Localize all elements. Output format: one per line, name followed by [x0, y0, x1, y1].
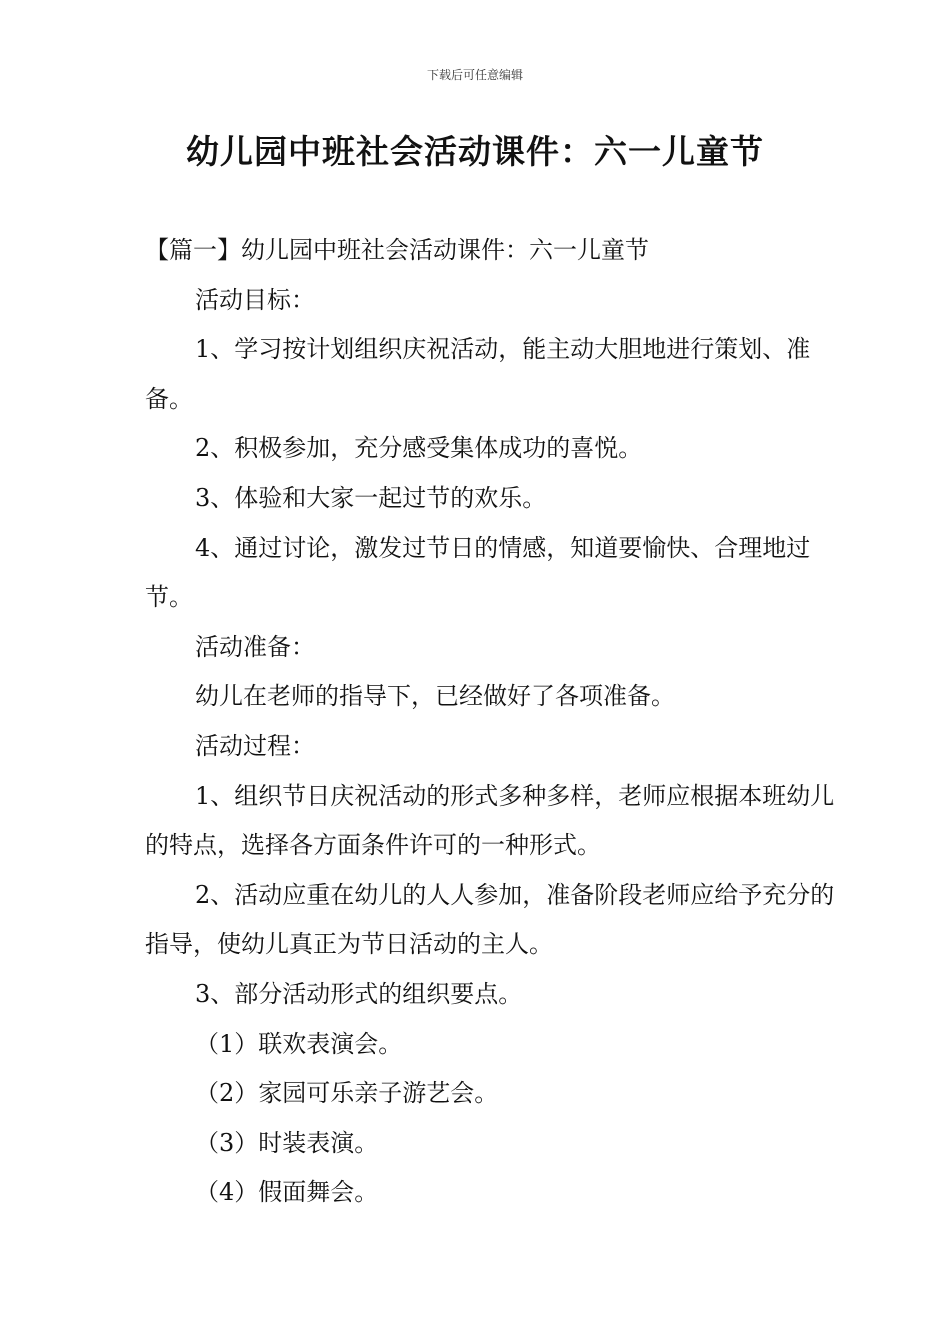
paragraph: 1、学习按计划组织庆祝活动，能主动大胆地进行策划、准备。 [145, 335, 811, 413]
paragraph: 活动过程： [195, 731, 315, 760]
page-title: 幼儿园中班社会活动课件：六一儿童节 [186, 132, 764, 171]
paragraph: 3、部分活动形式的组织要点。 [195, 979, 523, 1008]
paragraph: 3、体验和大家一起过节的欢乐。 [195, 483, 547, 512]
document-body [145, 226, 835, 1218]
list-item: （4）假面舞会。 [195, 1178, 379, 1207]
paragraph: 幼儿在老师的指导下，已经做好了各项准备。 [195, 682, 675, 711]
paragraph: 1、组织节日庆祝活动的形式多种多样，老师应根据本班幼儿的特点，选择各方面条件许可的一种形式。 [145, 781, 835, 860]
header-note: 下载后可任意编辑 [426, 68, 523, 82]
paragraph: 2、活动应重在幼儿的人人参加，准备阶段老师应给予充分的指导，使幼儿真正为节日活动的主人。 [145, 880, 835, 959]
paragraph: 2、积极参加，充分感受集体成功的喜悦。 [195, 434, 643, 463]
paragraph: 活动目标： [195, 285, 315, 314]
list-item: （2）家园可乐亲子游艺会。 [195, 1079, 499, 1108]
paragraph: 4、通过讨论，激发过节日的情感，知道要愉快、合理地过节。 [145, 533, 811, 612]
list-item: （3）时装表演。 [195, 1128, 379, 1157]
list-item: （1）联欢表演会。 [195, 1029, 403, 1058]
paragraph: 活动准备： [195, 632, 315, 661]
section-heading: 【篇一】幼儿园中班社会活动课件：六一儿童节 [145, 236, 649, 264]
